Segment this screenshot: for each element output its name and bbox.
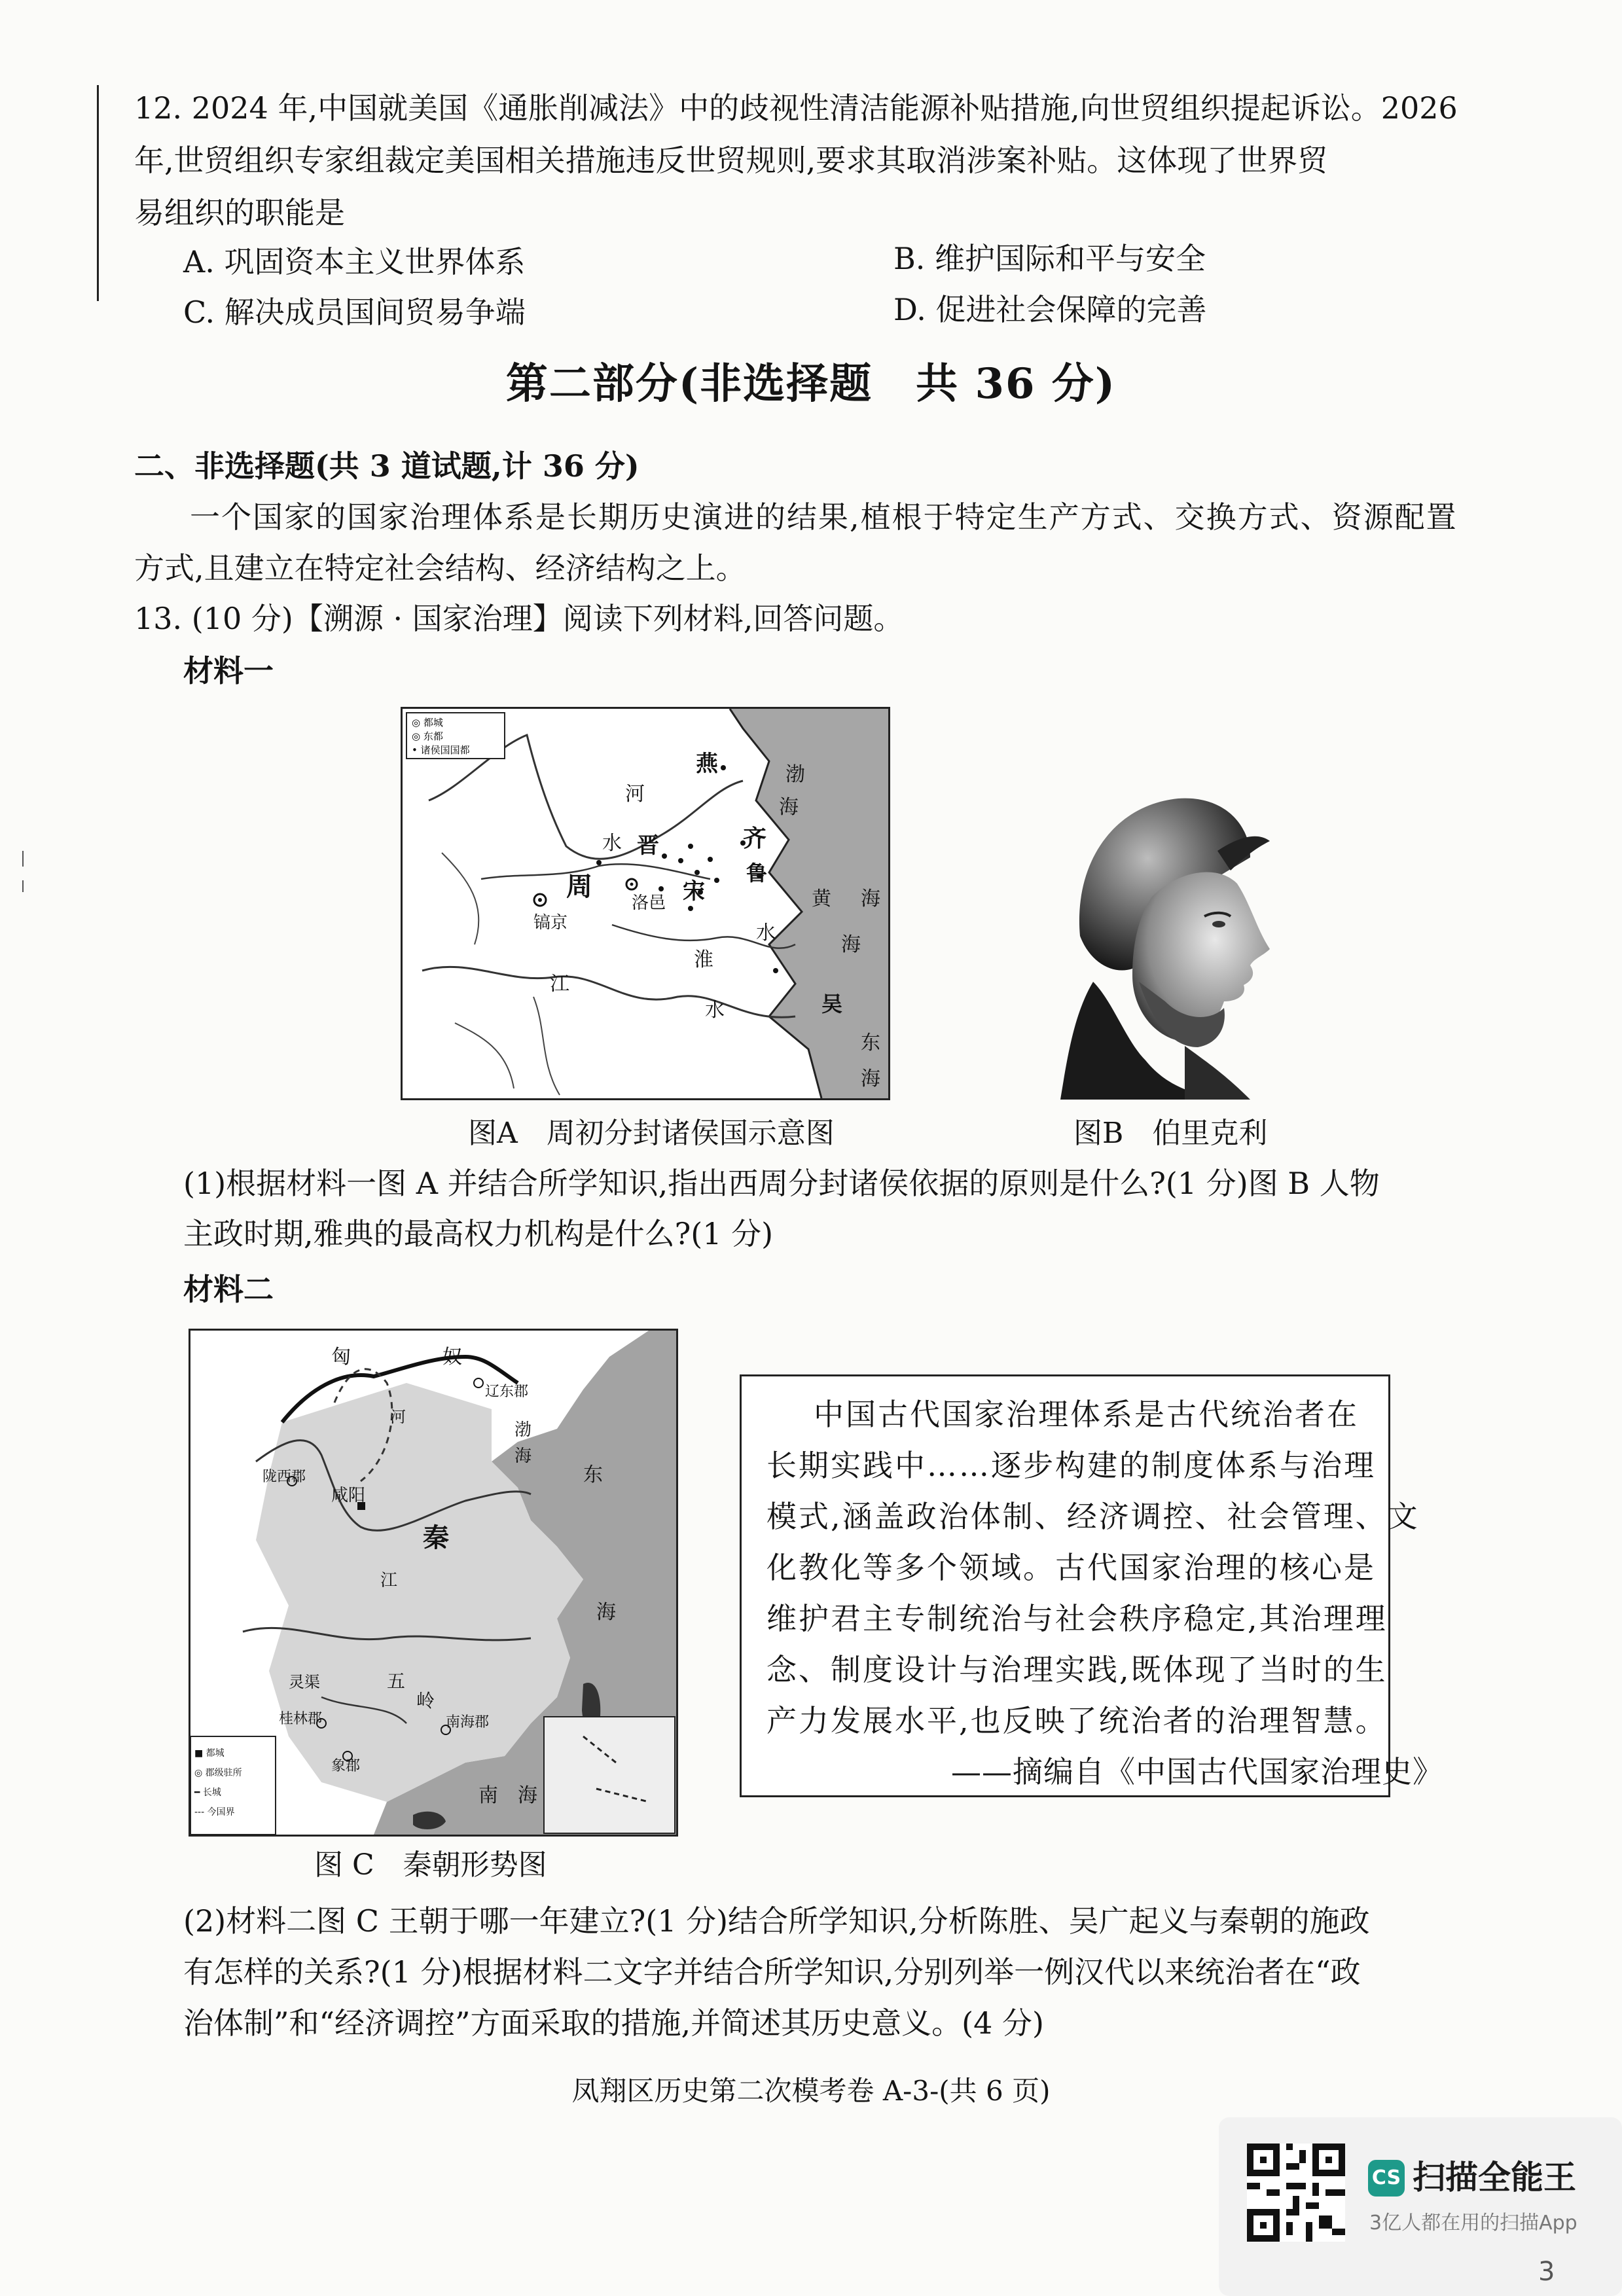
label-bo: 渤 xyxy=(514,1420,532,1440)
label-nanhai-jun: 南海郡 xyxy=(446,1714,490,1731)
pericles-bust-image xyxy=(1054,785,1303,1100)
label-xiong: 匈 xyxy=(331,1346,351,1369)
label-bo: 渤 xyxy=(785,763,805,786)
label-dong: 东 xyxy=(861,1031,880,1054)
label-he: 河 xyxy=(390,1408,406,1426)
label-huang: 黄 xyxy=(812,888,831,910)
map-c-qin-dynasty xyxy=(189,1329,678,1837)
map-c-legend-wall: ━ 长城 xyxy=(194,1787,221,1798)
map-a-legend-fief-capital: • 诸侯国国都 xyxy=(412,744,470,756)
q13-stem: 13. (10 分)【溯源 · 国家治理】阅读下列材料,回答问题。 xyxy=(134,601,904,636)
q12-stem-line1: 12. 2024 年,中国就美国《通胀削减法》中的歧视性清洁能源补贴措施,向世贸组织提起诉讼。2026 xyxy=(134,90,1458,126)
label-ling: 岭 xyxy=(416,1690,435,1712)
map-c-legend-capital: ■ 都城 xyxy=(194,1748,225,1759)
q13-sub1-line1: (1)根据材料一图 A 并结合所学知识,指出西周分封诸侯依据的原则是什么?(1 分)图 B 人物 xyxy=(183,1166,1380,1201)
label-huai: 淮 xyxy=(694,948,713,971)
label-hai3: 海 xyxy=(841,933,861,956)
label-nu: 奴 xyxy=(442,1346,462,1369)
label-wu: 五 xyxy=(387,1670,406,1692)
qr-code-icon xyxy=(1247,2144,1345,2242)
label-guilin: 桂林郡 xyxy=(279,1711,323,1727)
quote-line-3: 模式,涵盖政治体制、经济调控、社会管理、文 xyxy=(766,1499,1420,1534)
quote-line-2: 长期实践中……逐步构建的制度体系与治理 xyxy=(766,1448,1376,1483)
material2-label: 材料二 xyxy=(183,1272,274,1307)
label-jiang: 江 xyxy=(550,973,569,996)
quote-line-6: 念、制度设计与治理实践,既体现了当时的生 xyxy=(766,1652,1388,1687)
quote-line-1: 中国古代国家治理体系是古代统治者在 xyxy=(814,1397,1359,1432)
map-a-zhou-fiefs xyxy=(401,707,890,1100)
q12-option-c: C. 解决成员国间贸易争端 xyxy=(183,295,526,330)
label-lingqu: 灵渠 xyxy=(289,1673,320,1691)
label-dong: 东 xyxy=(583,1463,603,1486)
q13-sub1-line2: 主政时期,雅典的最高权力机构是什么?(1 分) xyxy=(183,1216,774,1251)
label-wu: 吴 xyxy=(821,992,843,1016)
label-haojing: 镐京 xyxy=(533,913,568,933)
q12-stem-line3: 易组织的职能是 xyxy=(134,195,345,230)
label-xianyang: 咸阳 xyxy=(331,1486,366,1505)
page-mark: 3 xyxy=(1538,2257,1555,2287)
q12-option-a: A. 巩固资本主义世界体系 xyxy=(183,244,526,279)
label-jin: 晋 xyxy=(637,833,659,859)
part2-intro-line2: 方式,且建立在特定社会结构、经济结构之上。 xyxy=(134,550,746,586)
q13-sub2-line1: (2)材料二图 C 王朝于哪一年建立?(1 分)结合所学知识,分析陈胜、吴广起义与秦朝的施政 xyxy=(183,1903,1370,1939)
scanner-title: 扫描全能王 xyxy=(1413,2159,1576,2197)
label-nan: 南 xyxy=(478,1784,498,1807)
label-jiang: 江 xyxy=(380,1571,398,1590)
part2-title: 第二部分(非选择题 共 36 分) xyxy=(505,359,1117,408)
q12-option-b: B. 维护国际和平与安全 xyxy=(893,241,1206,276)
map-c-legend-border: --- 今国界 xyxy=(194,1807,235,1818)
label-song: 宋 xyxy=(683,878,705,905)
quote-line-5: 维护君主专制统治与社会秩序稳定,其治理理 xyxy=(766,1601,1388,1636)
quote-source: ——摘编自《中国古代国家治理史》 xyxy=(951,1754,1443,1789)
part2-intro-line1: 一个国家的国家治理体系是长期历史演进的结果,植根于特定生产方式、交换方式、资源配置 xyxy=(190,499,1458,535)
q12-stem-line2: 年,世贸组织专家组裁定美国相关措施违反世贸规则,要求其取消涉案补贴。这体现了世界贸 xyxy=(134,143,1328,178)
margin-rule xyxy=(97,85,99,301)
label-longxi: 陇西郡 xyxy=(262,1469,306,1485)
q13-sub2-line3: 治体制”和“经济调控”方面采取的措施,并简述其历史意义。(4 分) xyxy=(183,2005,1044,2041)
quote-line-7: 产力发展水平,也反映了统治者的治理智慧。 xyxy=(766,1703,1388,1738)
label-hai: 海 xyxy=(514,1446,532,1466)
map-c-legend-commandery: ◎ 郡级驻所 xyxy=(194,1768,242,1778)
map-a-legend-capital: ◎ 都城 xyxy=(412,717,443,728)
scanner-subtitle: 3亿人都在用的扫描App xyxy=(1369,2212,1577,2234)
map-c-caption: 图 C 秦朝形势图 xyxy=(314,1848,547,1882)
label-hai2: 海 xyxy=(861,888,880,910)
label-yan: 燕 xyxy=(696,751,718,777)
camscanner-logo-icon: CS xyxy=(1368,2160,1405,2197)
label-nanhai-hai: 海 xyxy=(518,1784,537,1807)
figure-b-caption: 图B 伯里克利 xyxy=(1073,1117,1268,1150)
label-hai2: 海 xyxy=(596,1601,616,1624)
label-shui3: 水 xyxy=(705,999,725,1022)
label-liaodong: 辽东郡 xyxy=(485,1384,529,1400)
binding-mark xyxy=(22,880,24,892)
material1-label: 材料一 xyxy=(183,653,274,689)
quote-line-4: 化教化等多个领域。古代国家治理的核心是 xyxy=(766,1550,1376,1585)
material2-quote-box xyxy=(740,1374,1443,1797)
binding-mark xyxy=(22,851,24,867)
map-a-legend-east-capital: ◎ 东都 xyxy=(412,730,443,742)
label-shui2: 水 xyxy=(756,922,776,944)
label-hai4: 海 xyxy=(861,1067,880,1090)
q13-sub2-line2: 有怎样的关系?(1 分)根据材料二文字并结合所学知识,分别列举一例汉代以来统治者在“政 xyxy=(183,1954,1361,1990)
label-shui: 水 xyxy=(602,832,622,855)
label-lu: 鲁 xyxy=(746,861,768,886)
map-c-drawing xyxy=(190,1331,676,1835)
pericles-drawing xyxy=(1054,785,1303,1100)
map-a-drawing xyxy=(403,709,888,1098)
page-footer: 凤翔区历史第二次模考卷 A-3-(共 6 页) xyxy=(571,2075,1051,2107)
label-luoyi: 洛邑 xyxy=(632,893,666,913)
label-zhou: 周 xyxy=(566,871,592,902)
part2-heading: 二、非选择题(共 3 道试题,计 36 分) xyxy=(134,448,640,484)
label-he: 河 xyxy=(625,783,645,806)
label-qi: 齐 xyxy=(743,825,767,852)
label-xiang: 象郡 xyxy=(331,1758,361,1774)
map-a-caption: 图A 周初分封诸侯国示意图 xyxy=(468,1117,835,1150)
q12-option-d: D. 促进社会保障的完善 xyxy=(893,292,1207,327)
label-qin: 秦 xyxy=(423,1522,449,1553)
label-hai1: 海 xyxy=(779,796,799,819)
